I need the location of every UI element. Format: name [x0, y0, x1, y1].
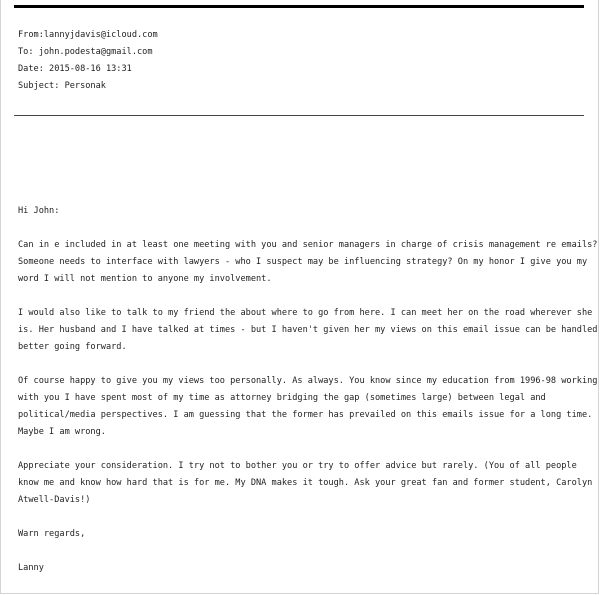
body-line: I would also like to talk to my friend the about where to go from here. I can meet her on the road wherever she — [18, 308, 593, 318]
header-separator — [14, 115, 584, 116]
body-line: Someone needs to interface with lawyers - who I suspect may be influencing strategy? On my honor I give you my — [18, 257, 588, 267]
paragraph-1 — [18, 237, 598, 288]
body-line: Maybe I am wrong. — [18, 427, 106, 437]
body-line: is. Her husband and I have talked at times - but I haven't given her my views on this email issue can be handled — [18, 325, 598, 335]
subject-line: Subject: Personak — [18, 81, 106, 91]
to-line: To: john.podesta@gmail.com — [18, 47, 153, 57]
signature: Lanny — [18, 563, 44, 573]
paragraph-4 — [18, 458, 593, 509]
body-line: Appreciate your consideration. I try not to bother you or try to offer advice but rarely. (You of all people — [18, 461, 577, 471]
from-line: From:lannyjdavis@icloud.com — [18, 30, 158, 40]
greeting: Hi John: — [18, 206, 60, 216]
body-line: Can in e included in at least one meeting with you and senior managers in charge of crisis management re emails? — [18, 240, 598, 250]
email-headers — [18, 27, 158, 95]
body-line: Of course happy to give you my views too personally. As always. You know since my education from 1996-98 working — [18, 376, 598, 386]
paragraph-3 — [18, 373, 598, 441]
body-line: better going forward. — [18, 342, 127, 352]
body-line: with you I have spent most of my time as attorney bridging the gap (sometimes large) between legal and — [18, 393, 546, 403]
closing: Warn regards, — [18, 529, 86, 539]
body-line: know me and know how hard that is for me. My DNA makes it tough. Ask your great fan and former student, Carolyn — [18, 478, 593, 488]
body-line: political/media perspectives. I am guessing that the former has prevailed on this emails issue for a long time. — [18, 410, 593, 420]
body-line: Atwell-Davis!) — [18, 495, 91, 505]
date-line: Date: 2015-08-16 13:31 — [18, 64, 132, 74]
top-rule — [14, 5, 584, 8]
paragraph-2 — [18, 305, 598, 356]
email-body — [18, 203, 598, 577]
body-line: word I will not mention to anyone my involvement. — [18, 274, 272, 284]
